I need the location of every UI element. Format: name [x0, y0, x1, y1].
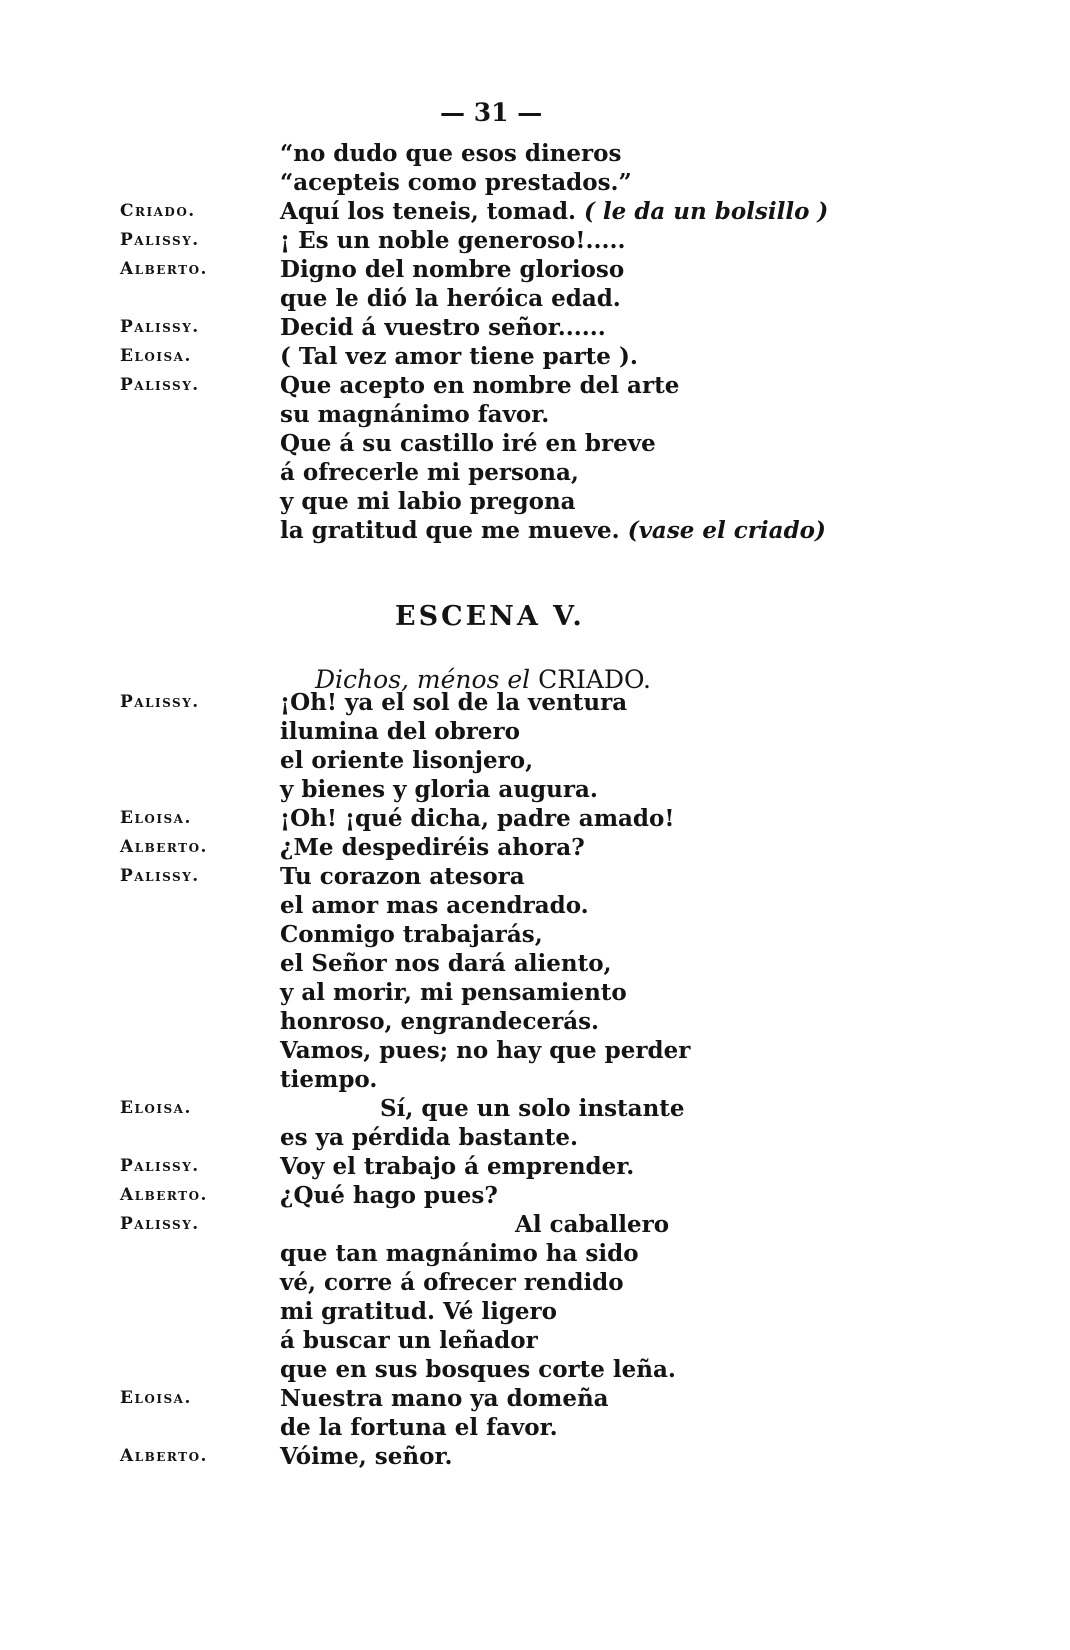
dialogue-line [0, 430, 1070, 460]
verse-text [280, 979, 627, 1006]
verse-text [515, 1211, 669, 1238]
verse-words: mi gratitud. Vé ligero [280, 1298, 558, 1325]
verse-words: ¡Oh! ya el sol de la ventura [280, 689, 628, 716]
dialogue-line [0, 401, 1070, 431]
verse-text [280, 950, 612, 977]
stage-direction: (vase el criado) [627, 517, 826, 544]
dialogue-line [0, 169, 1070, 199]
verse-words: ¿Qué hago pues? [280, 1182, 498, 1209]
verse-words: Conmigo trabajarás, [280, 921, 543, 948]
dialogue-line [0, 776, 1070, 806]
speaker-name: Alberto. [120, 259, 208, 279]
verse-text [280, 372, 679, 399]
dialogue-line [0, 1124, 1070, 1154]
verse-text [280, 834, 585, 861]
verse-text [280, 921, 543, 948]
dialogue-line [0, 834, 1070, 864]
verse-words: Aquí los teneis, tomad. [280, 198, 585, 225]
scene-subtitle-name: CRIADO. [538, 665, 651, 694]
dialogue-line [0, 227, 1070, 257]
verse-text [280, 488, 576, 515]
verse-text [280, 776, 598, 803]
verse-words: que le dió la heróica edad. [280, 285, 621, 312]
speaker-name: Eloisa. [120, 1098, 192, 1118]
verse-words: Vóime, señor. [280, 1443, 453, 1470]
dialogue-line [0, 921, 1070, 951]
verse-words: Sí, que un solo instante [380, 1095, 685, 1122]
verse-text [280, 1298, 557, 1325]
dialogue-line [0, 718, 1070, 748]
verse-words: á ofrecerle mi persona, [280, 459, 579, 486]
speaker-name: Palissy. [120, 692, 200, 712]
verse-words: Vamos, pues; no hay que perder [280, 1037, 691, 1064]
verse-text [280, 1153, 634, 1180]
verse-words: la gratitud que me mueve. [280, 517, 628, 544]
dialogue-line [0, 1182, 1070, 1212]
verse-text [280, 805, 674, 832]
verse-text [280, 314, 606, 341]
verse-text [280, 1327, 538, 1354]
verse-text [280, 1124, 578, 1151]
verse-words: ( Tal vez amor tiene parte ). [280, 343, 638, 370]
speaker-name: Alberto. [120, 1185, 208, 1205]
dialogue-line [0, 1153, 1070, 1183]
dialogue-line [0, 979, 1070, 1009]
dialogue-line [0, 1037, 1070, 1067]
verse-words: ¿Me despediréis ahora? [280, 834, 585, 861]
verse-words: Digno del nombre glorioso [280, 256, 625, 283]
verse-words: que tan magnánimo ha sido [280, 1240, 639, 1267]
page-number: — 31 — [440, 98, 543, 127]
verse-words: “acepteis como prestados.” [280, 169, 632, 196]
verse-text [280, 227, 626, 254]
dialogue-line [0, 950, 1070, 980]
verse-words: Decid á vuestro señor...... [280, 314, 606, 341]
verse-text [280, 256, 624, 283]
verse-words: el amor mas acendrado. [280, 892, 589, 919]
dialogue-line [0, 314, 1070, 344]
verse-text [280, 1443, 452, 1470]
verse-text [380, 1095, 685, 1122]
verse-text [280, 892, 589, 919]
dialogue-line [0, 517, 1070, 547]
dialogue-line [0, 1240, 1070, 1270]
verse-words: ¡ Es un noble generoso!..... [280, 227, 626, 254]
verse-words: Voy el trabajo á emprender. [280, 1153, 635, 1180]
verse-text [280, 517, 826, 544]
verse-words: de la fortuna el favor. [280, 1414, 558, 1441]
verse-text [280, 747, 533, 774]
verse-text [280, 689, 627, 716]
verse-words: el Señor nos dará aliento, [280, 950, 612, 977]
verse-words: que en sus bosques corte leña. [280, 1356, 676, 1383]
verse-text [280, 1269, 624, 1296]
dialogue-line [0, 140, 1070, 170]
speaker-name: Eloisa. [120, 346, 192, 366]
verse-text [280, 718, 520, 745]
verse-words: su magnánimo favor. [280, 401, 550, 428]
dialogue-line [0, 1327, 1070, 1357]
speaker-name: Eloisa. [120, 1388, 192, 1408]
speaker-name: Palissy. [120, 230, 200, 250]
verse-text [280, 198, 828, 225]
verse-words: Nuestra mano ya domeña [280, 1385, 609, 1412]
verse-words: Que á su castillo iré en breve [280, 430, 656, 457]
verse-words: Tu corazon atesora [280, 863, 525, 890]
speaker-name: Criado. [120, 201, 196, 221]
dialogue-line [0, 689, 1070, 719]
speaker-name: Palissy. [120, 375, 200, 395]
dialogue-line [0, 459, 1070, 489]
speaker-name: Alberto. [120, 837, 208, 857]
dialogue-line [0, 1095, 1070, 1125]
speaker-name: Alberto. [120, 1446, 208, 1466]
dialogue-line [0, 805, 1070, 835]
dialogue-line [0, 1414, 1070, 1444]
verse-words: el oriente lisonjero, [280, 747, 534, 774]
scene-title: ESCENA V. [395, 601, 585, 632]
dialogue-line [0, 747, 1070, 777]
verse-text [280, 459, 579, 486]
dialogue-line [0, 1356, 1070, 1386]
verse-words: “no dudo que esos dineros [280, 140, 622, 167]
verse-text [280, 285, 621, 312]
dialogue-line [0, 1211, 1070, 1241]
dialogue-line [0, 1008, 1070, 1038]
speaker-name: Eloisa. [120, 808, 192, 828]
verse-text [280, 1356, 676, 1383]
verse-text [280, 343, 638, 370]
dialogue-line [0, 1298, 1070, 1328]
dialogue-line [0, 863, 1070, 893]
verse-words: y bienes y gloria augura. [280, 776, 598, 803]
dialogue-line [0, 1066, 1070, 1096]
scene-subtitle-italic: Dichos, ménos el [315, 665, 539, 694]
dialogue-line [0, 256, 1070, 286]
verse-words: y al morir, mi pensamiento [280, 979, 627, 1006]
dialogue-line [0, 1443, 1070, 1473]
verse-text [280, 1414, 558, 1441]
verse-words: Que acepto en nombre del arte [280, 372, 680, 399]
verse-text [280, 1182, 498, 1209]
speaker-name: Palissy. [120, 317, 200, 337]
dialogue-line [0, 343, 1070, 373]
speaker-name: Palissy. [120, 1156, 200, 1176]
verse-text [280, 863, 525, 890]
speaker-name: Palissy. [120, 1214, 200, 1234]
verse-text [280, 430, 656, 457]
verse-text [280, 1240, 639, 1267]
dialogue-line [0, 892, 1070, 922]
verse-text [280, 169, 632, 196]
dialogue-line [0, 285, 1070, 315]
dialogue-line [0, 1385, 1070, 1415]
dialogue-line [0, 198, 1070, 228]
verse-words: ilumina del obrero [280, 718, 520, 745]
verse-words: honroso, engrandecerás. [280, 1008, 600, 1035]
verse-words: vé, corre á ofrecer rendido [280, 1269, 624, 1296]
verse-text [280, 1385, 609, 1412]
stage-direction: ( le da un bolsillo ) [584, 198, 829, 225]
verse-text [280, 140, 621, 167]
verse-text [280, 1037, 690, 1064]
verse-words: tiempo. [280, 1066, 378, 1093]
verse-words: y que mi labio pregona [280, 488, 576, 515]
verse-words: á buscar un leñador [280, 1327, 538, 1354]
verse-text [280, 1008, 599, 1035]
verse-words: Al caballero [515, 1211, 670, 1238]
dialogue-line [0, 488, 1070, 518]
speaker-name: Palissy. [120, 866, 200, 886]
dialogue-line [0, 1269, 1070, 1299]
verse-words: es ya pérdida bastante. [280, 1124, 578, 1151]
verse-text [280, 1066, 377, 1093]
verse-text [280, 401, 549, 428]
dialogue-line [0, 372, 1070, 402]
verse-words: ¡Oh! ¡qué dicha, padre amado! [280, 805, 675, 832]
